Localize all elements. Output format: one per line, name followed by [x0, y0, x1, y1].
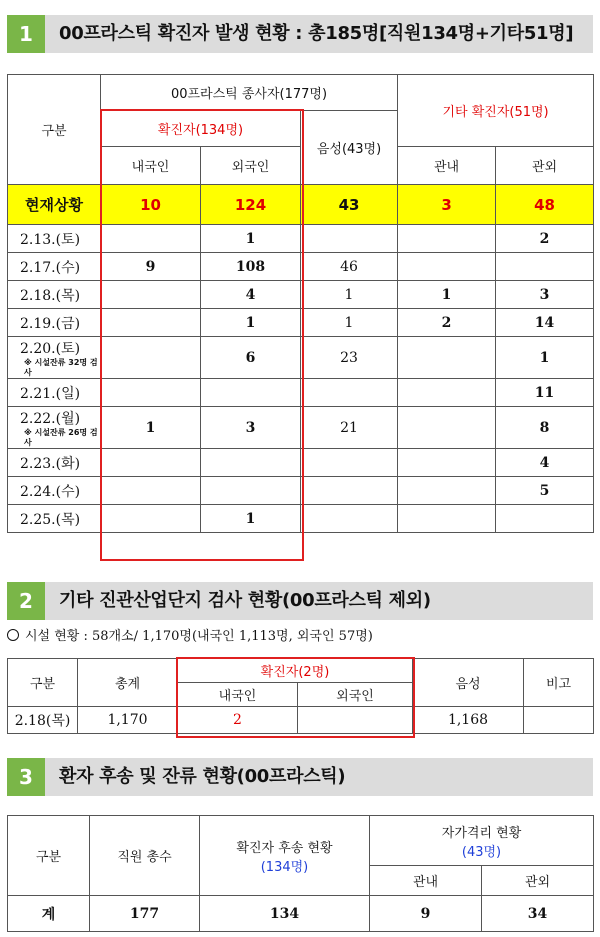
- confirmed-cases-table: [7, 74, 594, 533]
- cell-foreign: 1: [201, 225, 301, 253]
- cell-domestic: [101, 225, 201, 253]
- section-1-header: [7, 15, 593, 53]
- cell-domestic: [101, 477, 201, 505]
- date-text: 2.24.(수): [20, 483, 81, 500]
- table-row: [8, 477, 594, 505]
- cell-out-area: 3: [496, 281, 594, 309]
- cell-date: [8, 253, 101, 281]
- header-domestic: 내국인: [178, 683, 298, 707]
- cell-negative: [301, 505, 398, 533]
- cell-foreign: 4: [201, 281, 301, 309]
- table-row: [8, 505, 594, 533]
- section-number: 1: [7, 15, 45, 53]
- cell-out-area: 1: [496, 337, 594, 379]
- industrial-complex-test-table: [7, 658, 594, 734]
- cell-in-area: [398, 225, 496, 253]
- table-row: [8, 449, 594, 477]
- cell-date: [8, 309, 101, 337]
- header-domestic: 내국인: [101, 147, 201, 185]
- cell-out-area: 2: [496, 225, 594, 253]
- header-transport-label: 확진자 후송 현황: [236, 840, 333, 856]
- cell-label: 계: [8, 896, 90, 932]
- cell-domestic: [101, 309, 201, 337]
- cell-out-area: 34: [482, 896, 594, 932]
- cell-date: [8, 477, 101, 505]
- cell-out-area: 8: [496, 407, 594, 449]
- cell-date: [8, 407, 101, 449]
- date-text: 2.25.(목): [20, 511, 81, 528]
- section-2-header: [7, 582, 593, 620]
- cell-negative: 1: [301, 309, 398, 337]
- cell-negative: [301, 379, 398, 407]
- table-row: [8, 379, 594, 407]
- section-number: 3: [7, 758, 45, 796]
- header-out-area: 관외: [482, 866, 594, 896]
- cell-domestic: [101, 379, 201, 407]
- table-row: [8, 407, 594, 449]
- date-text: 2.13.(토): [20, 231, 81, 248]
- header-gubun: 구분: [8, 816, 90, 896]
- table-row: [8, 309, 594, 337]
- facility-status-text: 시설 현황 : 58개소/ 1,170명(내국인 1,113명, 외국인 57명): [25, 629, 373, 644]
- cell-date: [8, 337, 101, 379]
- cell-domestic: [101, 337, 201, 379]
- circle-bullet-icon: [7, 629, 19, 641]
- cell-foreign: [201, 379, 301, 407]
- current-label: 현재상황: [8, 185, 101, 225]
- cell-in-area: [398, 449, 496, 477]
- cell-in-area: [398, 337, 496, 379]
- cell-date: 2.18(목): [8, 707, 78, 734]
- current-in-area: 3: [398, 185, 496, 225]
- cell-foreign: 6: [201, 337, 301, 379]
- cell-total-staff: 177: [90, 896, 200, 932]
- cell-domestic: 1: [101, 407, 201, 449]
- cell-in-area: [398, 379, 496, 407]
- cell-date: [8, 225, 101, 253]
- cell-date: [8, 281, 101, 309]
- header-quarantine: [370, 816, 594, 866]
- header-confirmed: 확진자(134명): [101, 111, 301, 147]
- cell-foreign: 1: [201, 505, 301, 533]
- cell-transport: 134: [200, 896, 370, 932]
- header-total: 총계: [78, 659, 178, 707]
- cell-date: [8, 449, 101, 477]
- cell-date: [8, 505, 101, 533]
- cell-foreign: 108: [201, 253, 301, 281]
- header-quarantine-count: (43명): [461, 844, 502, 860]
- cell-foreign: [201, 477, 301, 505]
- current-foreign: 124: [201, 185, 301, 225]
- cell-in-area: [398, 407, 496, 449]
- header-in-area: 관내: [398, 147, 496, 185]
- cell-negative: [301, 449, 398, 477]
- section-number: 2: [7, 582, 45, 620]
- current-status-row: [8, 185, 594, 225]
- header-foreign: 외국인: [298, 683, 413, 707]
- cell-out-area: 11: [496, 379, 594, 407]
- cell-domestic: [101, 449, 201, 477]
- date-text: 2.21.(일): [20, 385, 81, 402]
- cell-negative: [301, 225, 398, 253]
- header-other-confirmed: 기타 확진자(51명): [398, 75, 594, 147]
- cell-negative: 46: [301, 253, 398, 281]
- header-foreign: 외국인: [201, 147, 301, 185]
- header-company-workers: 00프라스틱 종사자(177명): [101, 75, 398, 111]
- cell-in-area: [398, 477, 496, 505]
- cell-negative: 21: [301, 407, 398, 449]
- cell-out-area: 14: [496, 309, 594, 337]
- cell-date: [8, 379, 101, 407]
- header-confirmed: 확진자(2명): [178, 659, 413, 683]
- date-text: 2.18.(목): [20, 287, 81, 304]
- header-negative: 음성: [413, 659, 524, 707]
- cell-out-area: 5: [496, 477, 594, 505]
- current-out-area: 48: [496, 185, 594, 225]
- cell-remark: [524, 707, 594, 734]
- cell-domestic: 2: [178, 707, 298, 734]
- table-row: [8, 281, 594, 309]
- date-text: 2.20.(토): [20, 340, 81, 357]
- date-text: 2.22.(월): [20, 410, 81, 427]
- cell-negative: 23: [301, 337, 398, 379]
- section-3-header: [7, 758, 593, 796]
- cell-out-area: [496, 505, 594, 533]
- header-gubun: 구분: [8, 659, 78, 707]
- header-transport-count: (134명): [260, 859, 309, 875]
- table-row: [8, 707, 594, 734]
- cell-foreign: [201, 449, 301, 477]
- cell-total: 1,170: [78, 707, 178, 734]
- cell-in-area: [398, 253, 496, 281]
- date-text: 2.23.(화): [20, 455, 81, 472]
- table-row: [8, 337, 594, 379]
- cell-negative: 1,168: [413, 707, 524, 734]
- date-text: 2.17.(수): [20, 259, 81, 276]
- header-remark: 비고: [524, 659, 594, 707]
- current-negative: 43: [301, 185, 398, 225]
- facility-status: [7, 625, 373, 644]
- table-row: [8, 225, 594, 253]
- cell-domestic: [101, 505, 201, 533]
- header-gubun: 구분: [8, 75, 101, 185]
- cell-foreign: 1: [201, 309, 301, 337]
- table-row: [8, 253, 594, 281]
- date-note: ※ 시설잔류 32명 검사: [24, 357, 98, 377]
- cell-domestic: 9: [101, 253, 201, 281]
- cell-in-area: 9: [370, 896, 482, 932]
- section-title: 00프라스틱 확진자 발생 현황 : 총185명[직원134명+기타51명]: [59, 23, 574, 44]
- patient-transport-table: [7, 815, 594, 932]
- cell-foreign: [298, 707, 413, 734]
- table-row: [8, 896, 594, 932]
- cell-out-area: [496, 253, 594, 281]
- section-title: 환자 후송 및 잔류 현황(00프라스틱): [59, 766, 346, 787]
- header-negative: 음성(43명): [301, 111, 398, 185]
- date-note: ※ 시설잔류 26명 검사: [24, 427, 98, 447]
- cell-negative: [301, 477, 398, 505]
- cell-in-area: [398, 505, 496, 533]
- header-in-area: 관내: [370, 866, 482, 896]
- cell-negative: 1: [301, 281, 398, 309]
- cell-in-area: 1: [398, 281, 496, 309]
- cell-out-area: 4: [496, 449, 594, 477]
- section-title: 기타 진관산업단지 검사 현황(00프라스틱 제외): [59, 590, 431, 611]
- header-transport: [200, 816, 370, 896]
- current-domestic: 10: [101, 185, 201, 225]
- header-out-area: 관외: [496, 147, 594, 185]
- header-total-staff: 직원 총수: [90, 816, 200, 896]
- header-quarantine-label: 자가격리 현황: [441, 825, 522, 841]
- cell-foreign: 3: [201, 407, 301, 449]
- date-text: 2.19.(금): [20, 315, 81, 332]
- cell-domestic: [101, 281, 201, 309]
- cell-in-area: 2: [398, 309, 496, 337]
